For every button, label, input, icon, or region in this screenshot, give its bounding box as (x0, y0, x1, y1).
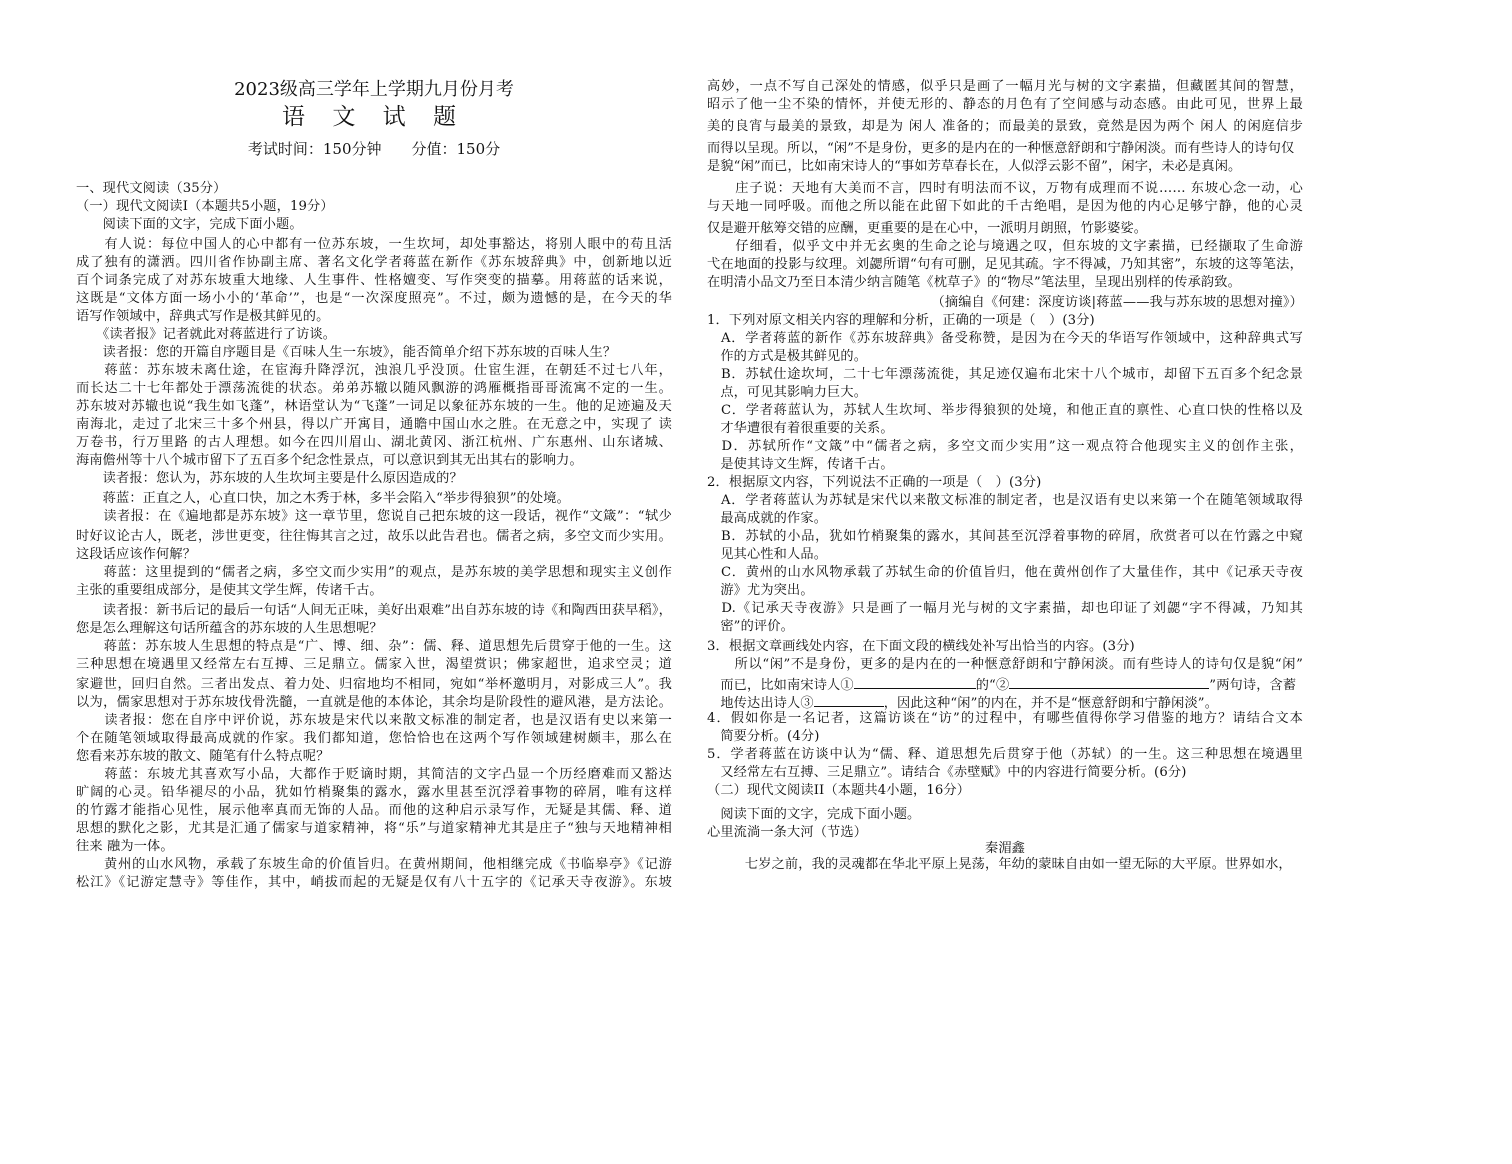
right-line: 在明清小品文乃至日本清少纳言随笔《枕草子》的“物尽”笔法里，呈现出别样的传承韵致。 (707, 275, 1241, 290)
right-line: C．学者蒋蓝认为，苏轼人生坎坷、举步得狼狈的处境，和他正直的禀性、心直口快的性格以及 (707, 403, 1303, 418)
right-line: 作的方式是极其鲜见的。 (707, 349, 868, 364)
right-line: 庄子说：天地有大美而不言，四时有明法而不议，万物有成理而不说…… 东坡心念一动，心 (707, 181, 1303, 196)
right-line: 最高成就的作家。 (707, 511, 828, 526)
passage-title: 秦湄鑫 (984, 841, 1025, 856)
blank-text: 而已，比如南宋诗人① (707, 678, 854, 693)
left-line: 成了独有的潇洒。四川省作协副主席、著名文化学者蒋蓝在新作《苏东坡辞典》中，创新地以近 (76, 255, 672, 270)
right-line: A．学者蒋蓝认为苏轼是宋代以来散文标准的制定者，也是汉语有史以来第一个在随笔领域取得 (707, 493, 1303, 508)
left-line: 黄州的山水风物，承载了东坡生命的价值旨归。在黄州期间，他相继完成《书临皋亭》《记游 (76, 857, 672, 872)
left-line: 旷阔的心灵。铅华褪尽的小品，犹如竹梢聚集的露水，露水里甚至沉浮着事物的碎屑，唯有这样 (76, 785, 672, 800)
left-line: 主张的重要组成部分，是使其文学生辉，传诸千古。 (76, 583, 383, 598)
left-line: 您看来苏东坡的散文、随笔有什么特点呢？ (76, 749, 330, 764)
left-line: 您是怎么理解这句话所蕴含的苏东坡的人生思想呢？ (76, 621, 383, 636)
right-line: 而得以呈现。所以，“闲”不是身份，更多的是内在的一种惬意舒朗和宁静闲淡。而有些诗人的诗句仅 (707, 141, 1295, 156)
subject-title: 语 文 试 题 (282, 104, 466, 130)
right-line: 美的良宵与最美的景致，却是为 闲人 准备的；而最美的景致，竟然是因为两个 闲人 的闲庭信步 (707, 119, 1303, 134)
exam-info: 考试时间：150分钟 分值：150分 (247, 140, 501, 158)
left-line: 时好议论古人，既老，涉世更变，往往悔其言之过，故乐以此告君也。儒者之病，多空文而少实用。 (76, 529, 672, 544)
left-line: 这既是“文体方面一场小小的‘革命’”，也是“一次深度照亮”。不过，颇为遗憾的是，在今天的华 (76, 291, 672, 306)
left-line: 读者报：您在自序中评价说，苏东坡是宋代以来散文标准的制定者，也是汉语有史以来第一 (76, 713, 672, 728)
right-line: 高妙，一点不写自己深处的情感，似乎只是画了一幅月光与树的文字素描，但藏匿其间的智慧， (707, 79, 1303, 94)
right-line: 游》尤为突出。 (707, 583, 814, 598)
right-line: 与天地一同呼吸。而他之所以能在此留下如此的千古绝唱，是因为他的内心足够宁静，他的心灵 (707, 199, 1303, 214)
left-line: 百个词条完成了对苏东坡重大地缘、人生事件、性格嬗变、写作突变的描摹。用蒋蓝的话来说， (76, 273, 672, 288)
left-line: 有人说：每位中国人的心中都有一位苏东坡，一生坎坷，却处事豁达，将别人眼中的苟且活 (76, 237, 672, 252)
right-line: 3．根据文章画线处内容，在下面文段的横线处补写出恰当的内容。(3分) (707, 639, 1135, 654)
answer-blank[interactable] (814, 692, 884, 707)
right-line: 是貌“闲”而已，比如南宋诗人的“事如芳草春长在，人似浮云影不留”，闲字，未必是真闲。 (707, 159, 1242, 174)
right-line: （二）现代文阅读II（本题共4小题，16分） (707, 783, 971, 798)
right-line: B．苏轼仕途坎坷，二十七年漂荡流徙，其足迹仅遍布北宋十八个城市，却留下五百多个纪念景 (707, 367, 1303, 382)
answer-blank[interactable] (1009, 674, 1209, 689)
left-line: 蒋蓝：苏东坡未离仕途，在宦海升降浮沉，浊浪几乎没顶。仕宦生涯，在朝廷不过七八年， (76, 363, 672, 378)
right-line: 弋在地面的投影与纹理。刘勰所谓“句有可删，足见其疏。字不得减，乃知其密”，东坡的这等笔法， (707, 257, 1303, 272)
left-line: 万卷书，行万里路 的古人理想。如今在四川眉山、湖北黄冈、浙江杭州、广东惠州、山东诸城、 (76, 435, 672, 450)
left-line: 思想的默化之影，尤其是汇通了儒家与道家精神，将“乐”与道家精神尤其是庄子“独与天地精神相 (76, 821, 672, 836)
right-line: D．苏轼所作“文箴”中“儒者之病，多空文而少实用”这一观点符合他现实主义的创作主张， (707, 439, 1303, 454)
right-line: 1．下列对原文相关内容的理解和分析，正确的一项是（ ）(3分) (707, 313, 1095, 328)
right-line: C．黄州的山水风物承载了苏轼生命的价值旨归，他在黄州创作了大量佳作，其中《记承天寺夜 (707, 565, 1303, 580)
exam-title: 2023级高三学年上学期九月份月考 (234, 79, 514, 100)
right-line: 阅读下面的文字，完成下面小题。 (707, 807, 921, 822)
left-line: 个在随笔领域取得最高成就的作家。我们都知道，您恰恰也在这两个写作领域建树颇丰，那么在 (76, 731, 672, 746)
right-line: D.《记承天寺夜游》只是画了一幅月光与树的文字素描，却也印证了刘勰“字不得减，乃知其 (707, 601, 1303, 616)
left-line: 语写作领域中，辞典式写作是极其鲜见的。 (76, 309, 330, 324)
source-citation: （摘编自《何建：深度访谈|蒋蓝——我与苏东坡的思想对撞》） (931, 295, 1303, 310)
right-line: 5．学者蒋蓝在访谈中认为“儒、释、道思想先后贯穿于他（苏轼）的一生。这三种思想在境遇里 (707, 747, 1303, 762)
right-line: 又经常左右互搏、三足鼎立”。请结合《赤壁赋》中的内容进行简要分析。(6分) (707, 765, 1187, 780)
left-line: 家避世，回归自然。三者出发点、着力处、归宿地均不相同，宛如“举杯邀明月，对影成三人”。我 (76, 677, 672, 692)
blank-text: 的“② (975, 678, 1010, 693)
left-line: 以为，儒家思想对于苏东坡伐骨洗髓，一直就是他的本体论，其余均是阶段性的避风港，是方法论。 (76, 695, 672, 710)
right-line: 仔细看，似乎文中并无玄奥的生命之论与境遇之叹，但东坡的文字素描，已经撷取了生命游 (707, 239, 1303, 254)
right-line: 所以“闲”不是身份，更多的是内在的一种惬意舒朗和宁静闲淡。而有些诗人的诗句仅是貌“闲” (707, 657, 1303, 672)
left-line: 苏东坡对苏辙也说“我生如飞蓬”，林语堂认为“飞蓬”一词足以象征苏东坡的一生。他的足迹遍及天 (76, 399, 672, 414)
left-line: 海南儋州等十八个城市留下了五百多个纪念性景点，可以意识到其无出其右的影响力。 (76, 453, 583, 468)
left-line: 蒋蓝：正直之人，心直口快，加之木秀于林，多半会陷入“举步得狼狈”的处境。 (76, 491, 570, 506)
left-line: （一）现代文阅读I（本题共5小题，19分） (76, 199, 334, 214)
left-line: 蒋蓝：东坡尤其喜欢写小品，大都作于贬谪时期，其简洁的文字凸显一个历经磨难而又豁达 (76, 767, 672, 782)
left-line: 《读者报》记者就此对蒋蓝进行了访谈。 (76, 327, 337, 342)
right-line: 点，可见其影响力巨大。 (707, 385, 868, 400)
blank-text: ”两句诗，含蓄 (1209, 678, 1297, 693)
right-line: A．学者蒋蓝的新作《苏东坡辞典》备受称赞，是因为在今天的华语写作领域中，这种辞典式写 (707, 331, 1303, 346)
left-line: 往来 融为一体。 (76, 839, 174, 854)
passage-author: 七岁之前，我的灵魂都在华北平原上晃荡，年幼的蒙昧自由如一望无际的大平原。世界如水， (718, 857, 1292, 872)
left-line: 阅读下面的文字，完成下面小题。 (76, 217, 303, 232)
left-line: 松江》《记游定慧寺》等佳作，其中，峭拔而起的无疑是仅有八十五字的《记承天寺夜游》。东坡 (76, 875, 672, 890)
right-line: 密”的评价。 (707, 619, 794, 634)
right-line: 2．根据原文内容，下列说法不正确的一项是（ ）(3分) (707, 475, 1042, 490)
left-line: 三种思想在境遇里又经常左右互搏、三足鼎立。儒家入世，渴望赏识；佛家超世，追求空灵；道 (76, 657, 672, 672)
left-line: 读者报：新书后记的最后一句话“人间无正味，美好出艰难”出自苏东坡的诗《和陶西田获早稻》， (76, 603, 672, 618)
left-line: 而长达二十七年都处于漂荡流徙的状态。弟弟苏辙以随风飘游的鸿雁概指哥哥流寓不定的一生。 (76, 381, 672, 396)
right-line: 是使其诗文生辉，传诸千古。 (707, 457, 894, 472)
left-line: 这段话应该作何解？ (76, 547, 197, 562)
answer-blank[interactable] (854, 674, 976, 689)
right-line: B．苏轼的小品，犹如竹梢聚集的露水，其间甚至沉浮着事物的碎屑，欣赏者可以在竹露之中窥 (707, 529, 1303, 544)
right-line: 昭示了他一尘不染的情怀，并使无形的、静态的月色有了空间感与动态感。由此可见，世界上最 (707, 97, 1303, 112)
left-line: 南海北，走过了北宋三十多个州县，得以广开寓目，通瞻中国山水之胜。在无意之中，实现了 读 (76, 417, 672, 432)
right-line: 见其心性和人品。 (707, 547, 828, 562)
left-line: 蒋蓝：苏东坡人生思想的特点是“广、博、细、杂”：儒、释、道思想先后贯穿于他的一生。这 (76, 639, 672, 654)
left-line: 读者报：在《遍地都是苏东坡》这一章节里，您说自己把东坡的这一段话，视作“文箴”：“轼少 (76, 509, 672, 524)
blank-text: 地传达出诗人③ (707, 696, 814, 711)
right-line: 4．假如你是一名记者，这篇访谈在“访”的过程中，有哪些值得你学习借鉴的地方？请结合文本 (707, 711, 1303, 726)
right-line: 仅是避开舷筹交错的应酬，更重要的是在心中，一派明月朗照，竹影婆娑。 (707, 221, 1148, 236)
blank-text: ，因此这种“闲”的内在，并不是“惬意舒朗和宁静闲淡”。 (883, 696, 1219, 711)
right-line: 心里流淌一条大河（节选） (707, 825, 868, 840)
right-line: 才华遭很有着很重要的关系。 (707, 421, 894, 436)
left-line: 读者报：您的开篇自序题目是《百味人生一东坡》，能否简单介绍下苏东坡的百味人生？ (76, 345, 617, 360)
left-line: 读者报：您认为，苏东坡的人生坎坷主要是什么原因造成的？ (76, 471, 463, 486)
left-line: 一、现代文阅读（35分） (76, 181, 227, 196)
right-line: 简要分析。(4分) (707, 729, 820, 744)
left-line: 蒋蓝：这里提到的“儒者之病，多空文而少实用”的观点，是苏东坡的美学思想和现实主义创作 (76, 565, 672, 580)
left-line: 的竹露才能指心见性，展示他率真而无饰的人品。而他的这种启示录写作，无疑是其儒、释、道 (76, 803, 672, 818)
